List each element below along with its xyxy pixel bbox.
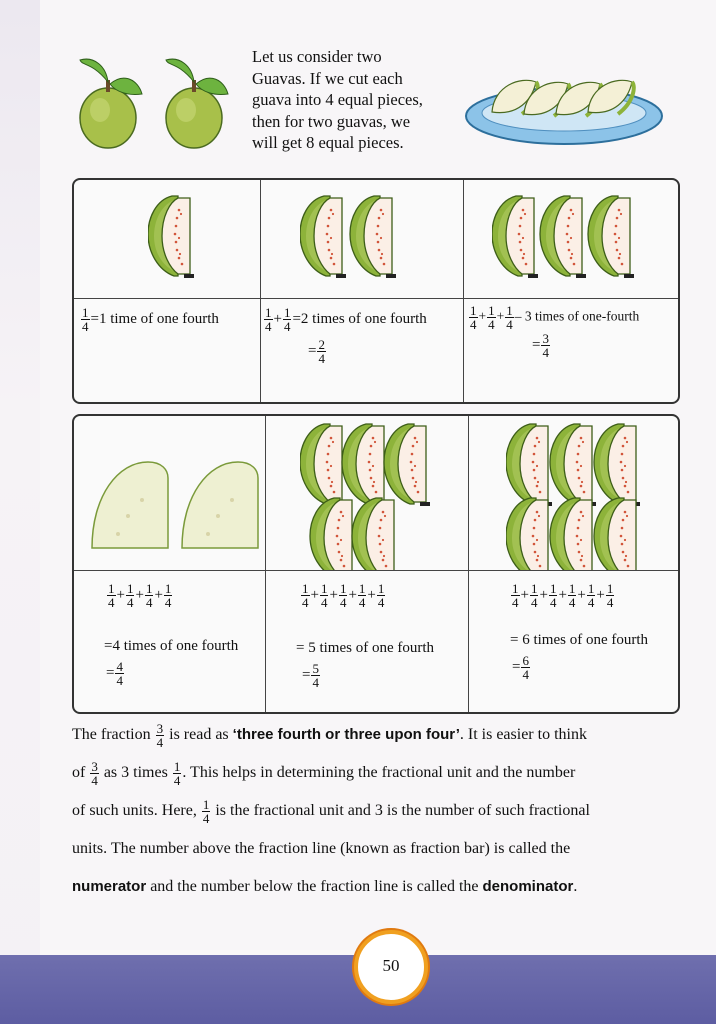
table2-cell1-text: =4 times of one fourth [104,638,239,654]
intro-line: then for two guavas, we [252,111,411,131]
table2-guava-5 [300,422,450,570]
table2-guava-6 [506,422,646,570]
table1-row-divider [74,298,678,299]
denominator-term: denominator [482,878,574,895]
table1-guava-1 [148,194,196,284]
fraction: $\frac{1}{4}$ [265,305,272,334]
table1-cell2-result: = $\frac{2}{4}$ [308,337,325,366]
plate-with-guava-slices [462,66,666,156]
para-line-3: of such units. Here, $\frac{1}{4}$ is the fractional unit and 3 is the number of such fractional [72,796,590,826]
para-line-1: The fraction $\frac{3}{4}$ is read as ‘three fourth or three upon four’. It is easier to think [72,720,587,750]
table1-cell1-text: =1 time of one fourth [90,310,219,327]
intro-line: will get 8 equal pieces. [252,133,404,152]
fraction-table-1 [72,178,680,404]
page-number: 50 [382,956,400,975]
table2-cell2-sum: $\frac{1}{4}$ + $\frac{1}{4}$ + $\frac{1}{4}$ + $\frac{1}{4}$ + $\frac{1}{4}$ [302,581,385,610]
table1-cell2-text: =2 times of one fourth [292,310,427,327]
guava-illustration [72,52,240,152]
fraction-table-2 [72,414,680,714]
intro-line: Guavas. If we cut each [252,68,403,88]
explanation-paragraph [72,716,690,906]
table1-cell3-text: – 3 times of one-fourth [514,308,640,324]
fraction: $\frac{1}{4}$ [82,305,89,334]
intro-line: Let us consider two [252,47,382,66]
page-number-badge [354,930,428,1004]
guava-left-icon [80,59,142,148]
table2-cell1-sum: $\frac{1}{4}$ + $\frac{1}{4}$ + $\frac{1}{4}$ + $\frac{1}{4}$ [108,581,172,610]
table2-cell3-result: = $\frac{6}{4}$ [512,653,529,682]
table1-guava-2 [300,194,400,284]
numerator-term: numerator [72,878,147,895]
table2-guava-halves [88,456,264,550]
para-line-5: numerator and the number below the fraction line is called the denominator. [72,878,578,895]
guava-right-icon [166,59,228,148]
table2-cell1-result: = $\frac{4}{4}$ [106,659,123,688]
table1-cell1-expression [80,306,219,333]
table2-cell2-text: = 5 times of one fourth [296,640,435,656]
table2-row-divider [74,570,678,571]
table2-cell3-sum: $\frac{1}{4}$ + $\frac{1}{4}$ + $\frac{1}{4}$ + $\frac{1}{4}$ + $\frac{1}{4}$ + $\frac{1}{4}$ [512,581,614,610]
table1-cell3-result: = $\frac{3}{4}$ [532,331,549,360]
bold-phrase: ‘three fourth or three upon four’ [232,726,460,743]
intro-text [252,46,452,154]
table1-cell3-expression: $\frac{1}{4}$ + $\frac{1}{4}$ + $\frac{1}{4}$ – 3 times of one-fourth [470,303,640,332]
intro-line: guava into 4 equal pieces, [252,90,423,109]
fraction: $\frac{1}{4}$ [470,303,477,332]
table1-cell2-expression: $\frac{1}{4}$ + $\frac{1}{4}$ =2 times of one fourth [265,305,427,334]
table1-guava-3 [492,194,638,284]
table2-cell2-result: = $\frac{5}{4}$ [302,661,319,690]
para-line-2: of $\frac{3}{4}$ as 3 times $\frac{1}{4}$ . This helps in determining the fractional unit and the number [72,758,576,788]
fraction: $\frac{1}{4}$ [283,305,291,334]
para-line-4: units. The number above the fraction line (known as fraction bar) is called the [72,840,571,857]
table2-cell3-text: = 6 times of one fourth [510,632,649,648]
